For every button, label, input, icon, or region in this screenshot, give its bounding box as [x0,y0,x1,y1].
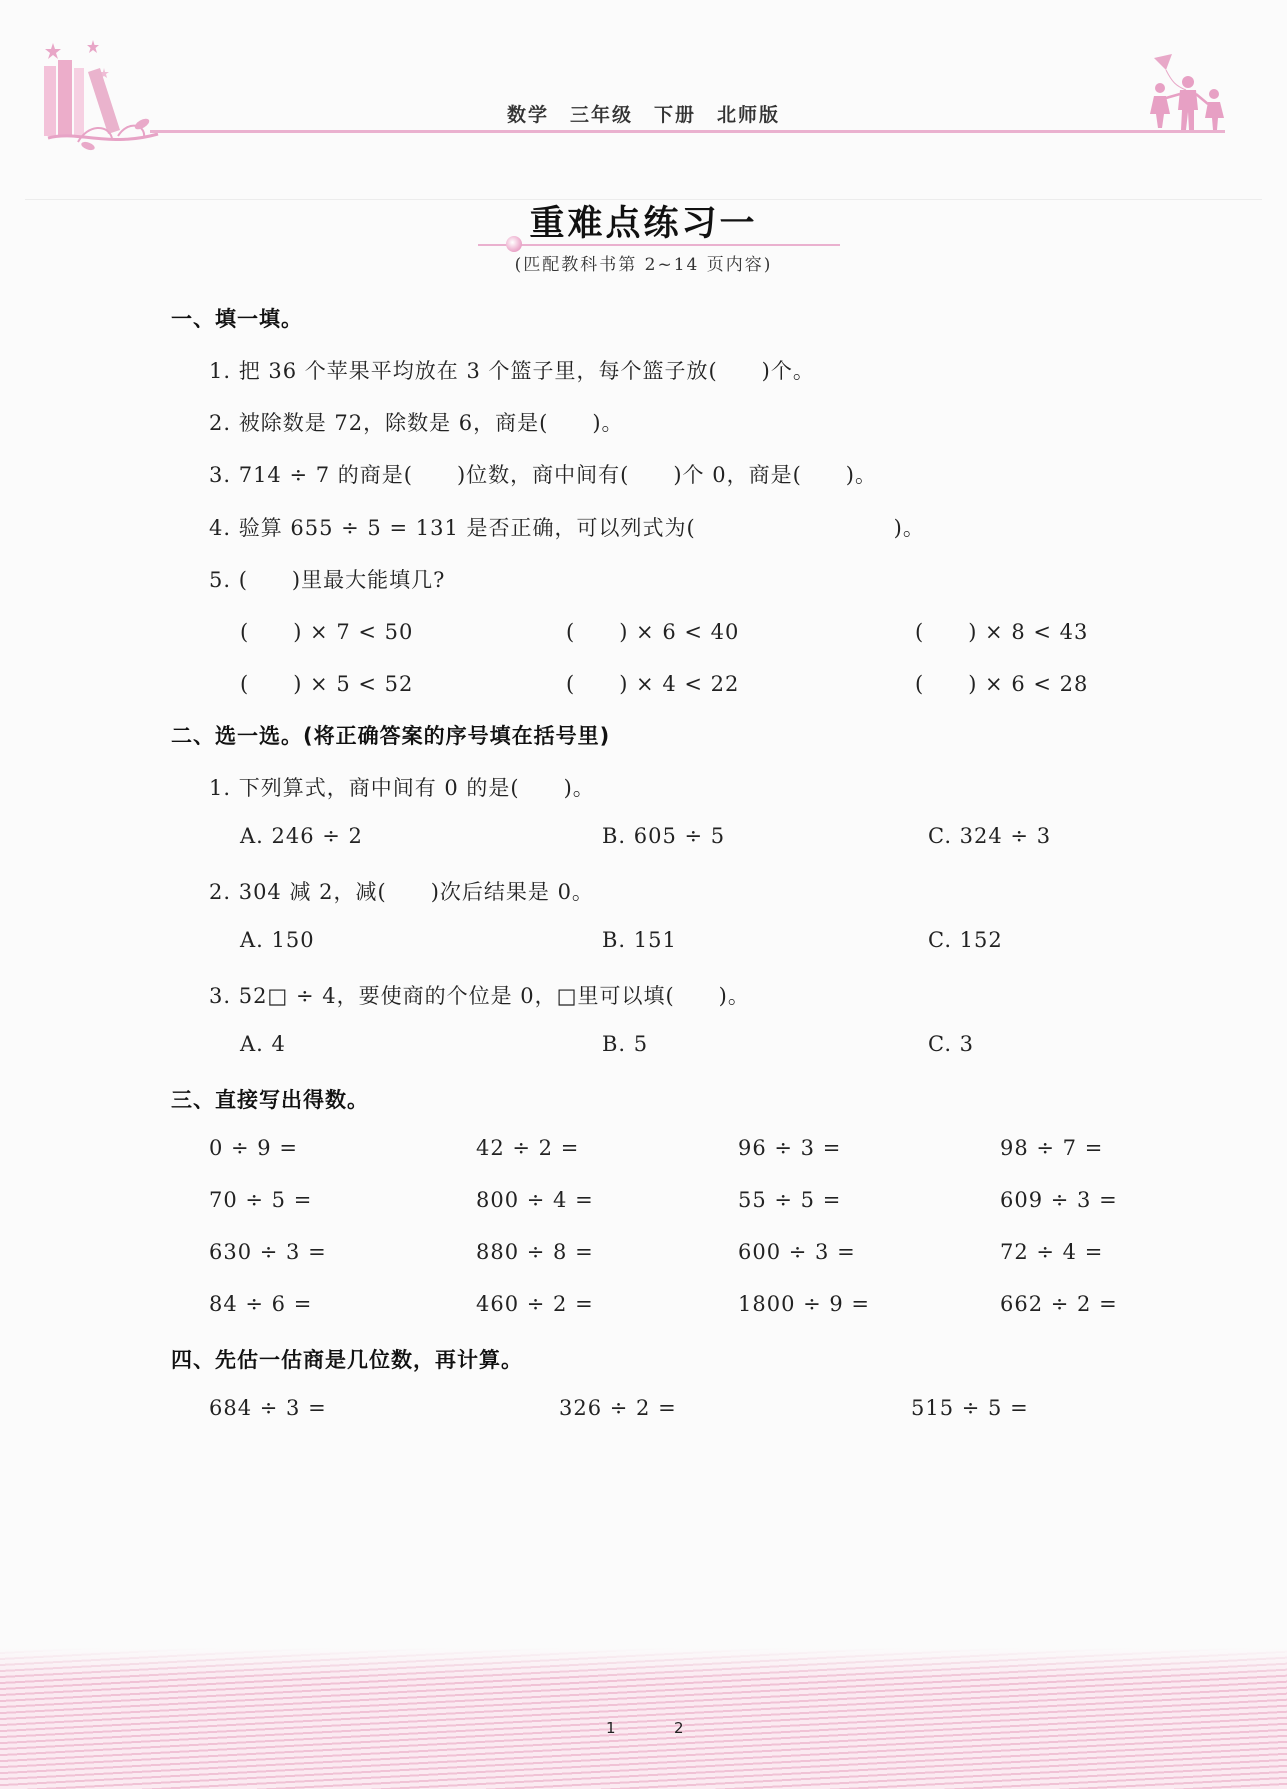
option-b: B. 605 ÷ 5 [602,824,726,848]
calc-item: 1800 ÷ 9 = [738,1292,871,1316]
s1-question-3: 3. 714 ÷ 7 的商是( )位数，商中间有( )个 0，商是( )。 [209,463,877,487]
inequality-item: ( ) × 8 < 43 [915,620,1089,644]
option-a: A. 4 [240,1032,286,1056]
books-flower-logo [38,38,163,153]
option-b: B. 5 [602,1032,649,1056]
s1-question-2: 2. 被除数是 72，除数是 6，商是( )。 [209,411,624,435]
s2-question-1: 1. 下列算式，商中间有 0 的是( )。 [209,776,595,800]
s2-question-2: 2. 304 减 2，减( )次后结果是 0。 [209,880,594,904]
calc-item: 609 ÷ 3 = [1000,1188,1118,1212]
page-number-right: 2 [674,1719,684,1737]
page-number-left: 1 [606,1719,616,1737]
calc-item: 42 ÷ 2 = [476,1136,580,1160]
calc-item: 0 ÷ 9 = [209,1136,298,1160]
calc-item: 880 ÷ 8 = [476,1240,594,1264]
s1-question-5: 5. ( )里最大能填几? [209,568,446,592]
s1-question-4: 4. 验算 655 ÷ 5 = 131 是否正确，可以列式为( )。 [209,516,925,540]
calc-item: 55 ÷ 5 = [738,1188,842,1212]
header-title: 数学 三年级 下册 北师版 [506,104,780,126]
inequality-item: ( ) × 4 < 22 [566,672,740,696]
calc-item: 72 ÷ 4 = [1000,1240,1104,1264]
section-4-heading: 四、先估一估商是几位数，再计算。 [171,1348,523,1372]
calc-item: 662 ÷ 2 = [1000,1292,1118,1316]
calc-item: 70 ÷ 5 = [209,1188,313,1212]
calc-item: 600 ÷ 3 = [738,1240,856,1264]
option-a: A. 150 [240,928,315,952]
section-3-heading: 三、直接写出得数。 [171,1088,369,1112]
s1-question-1: 1. 把 36 个苹果平均放在 3 个篮子里，每个篮子放( )个。 [209,359,815,383]
calc-item: 800 ÷ 4 = [476,1188,594,1212]
inequality-item: ( ) × 7 < 50 [240,620,414,644]
calc-item: 84 ÷ 6 = [209,1292,313,1316]
estimate-item: 684 ÷ 3 = [209,1396,327,1420]
page-title: 重难点练习一 [529,203,758,244]
estimate-item: 326 ÷ 2 = [559,1396,677,1420]
s2-question-3: 3. 52□ ÷ 4，要使商的个位是 0，□里可以填( )。 [209,984,750,1008]
section-2-heading: 二、选一选。(将正确答案的序号填在括号里) [171,724,611,748]
inequality-item: ( ) × 6 < 28 [915,672,1089,696]
page-subtitle: (匹配教科书第 2~14 页内容) [514,255,773,275]
inequality-item: ( ) × 5 < 52 [240,672,414,696]
inequality-item: ( ) × 6 < 40 [566,620,740,644]
footer-wave-band [0,1648,1287,1789]
option-c: C. 324 ÷ 3 [928,824,1052,848]
option-c: C. 152 [928,928,1003,952]
title-underline [478,244,840,246]
section-1-heading: 一、填一填。 [171,307,303,331]
estimate-item: 515 ÷ 5 = [911,1396,1029,1420]
header-rule [150,130,1225,133]
calc-item: 460 ÷ 2 = [476,1292,594,1316]
option-b: B. 151 [602,928,677,952]
calc-item: 98 ÷ 7 = [1000,1136,1104,1160]
calc-item: 96 ÷ 3 = [738,1136,842,1160]
option-a: A. 246 ÷ 2 [240,824,363,848]
option-c: C. 3 [928,1032,975,1056]
calc-item: 630 ÷ 3 = [209,1240,327,1264]
